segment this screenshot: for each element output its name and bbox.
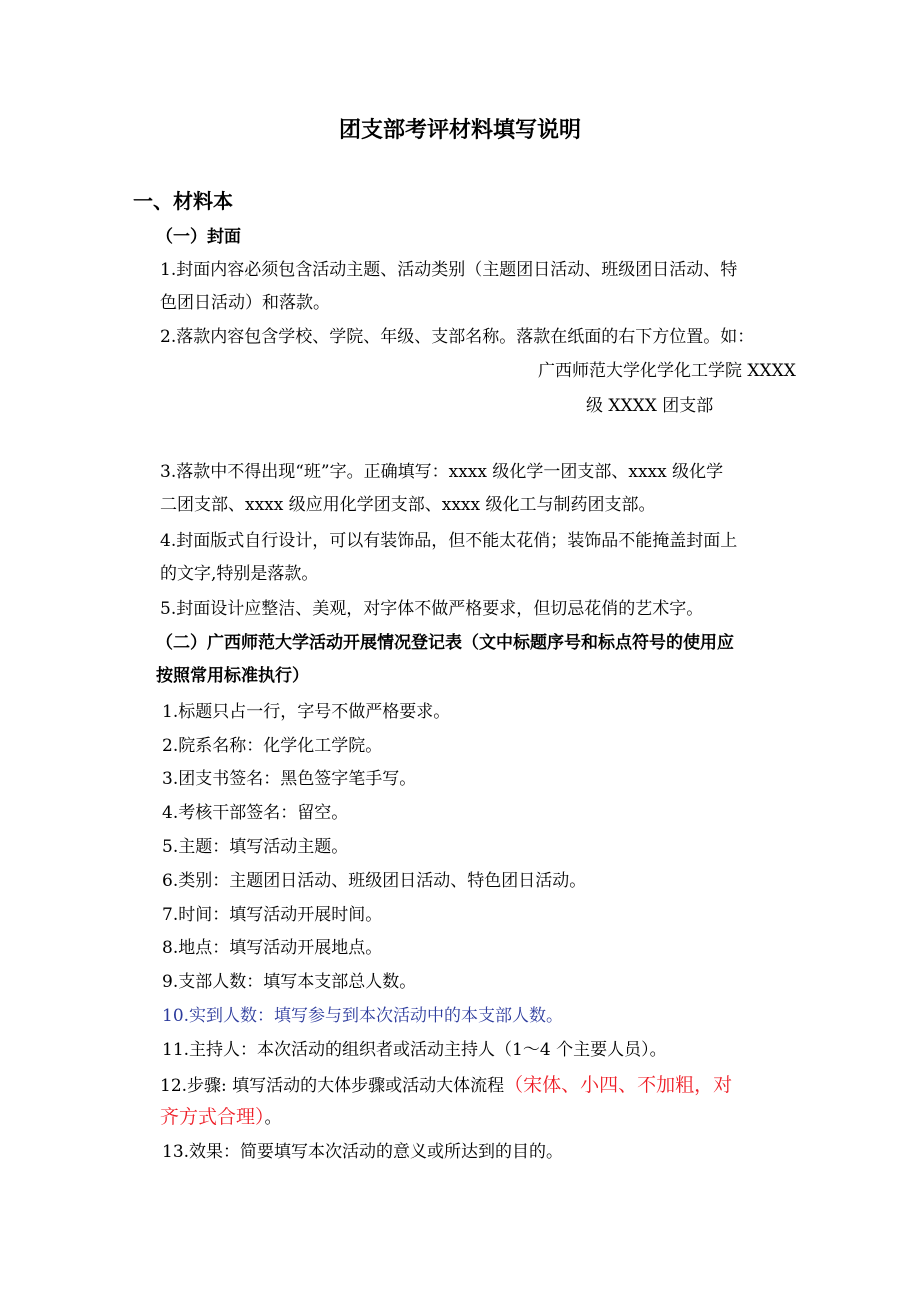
register-item: 5.主题：填写活动主题。 (162, 837, 349, 857)
register-item-10-highlighted: 10.实到人数：填写参与到本次活动中的本支部人数。 (162, 1006, 564, 1026)
register-item: 8.地点：填写活动开展地点。 (162, 938, 383, 958)
signature-example-line-2: 级 XXXX 团支部 (586, 396, 714, 416)
cover-item-1-line-2: 色团日活动）和落款。 (160, 293, 330, 313)
cover-item-3-line-2: 二团支部、xxxx 级应用化学团支部、xxxx 级化工与制药团支部。 (160, 495, 656, 515)
register-item-11: 11.主持人：本次活动的组织者或活动主持人（1～4 个主要人员）。 (162, 1040, 667, 1060)
format-note-red-continued: 齐方式合理） (160, 1106, 265, 1128)
signature-example-line-1: 广西师范大学化学化工学院 XXXX (538, 361, 796, 381)
cover-item-3-line-1: 3.落款中不得出现“班”字。正确填写：xxxx 级化学一团支部、xxxx 级化学 (160, 462, 724, 482)
cover-item-1-line-1: 1.封面内容必须包含活动主题、活动类别（主题团日活动、班级团日活动、特 (160, 260, 738, 280)
format-note-red: （宋体、小四、不加粗，对 (504, 1074, 733, 1096)
register-item-12-line-1 (160, 1072, 732, 1099)
register-item: 4.考核干部签名：留空。 (162, 803, 349, 823)
cover-item-2: 2.落款内容包含学校、学院、年级、支部名称。落款在纸面的右下方位置。如： (160, 327, 755, 347)
register-item-13: 13.效果：简要填写本次活动的意义或所达到的目的。 (162, 1142, 564, 1162)
register-item: 6.类别：主题团日活动、班级团日活动、特色团日活动。 (162, 871, 587, 891)
subsection-heading-register-line-1: （二）广西师范大学活动开展情况登记表（文中标题序号和标点符号的使用应 (156, 633, 734, 653)
document-title: 团支部考评材料填写说明 (338, 118, 581, 143)
register-item-12-period: 。 (264, 1108, 282, 1128)
register-item: 3.团支书签名：黑色签字笔手写。 (162, 769, 417, 789)
cover-item-4-line-2: 的文字,特别是落款。 (160, 564, 319, 584)
register-item: 2.院系名称：化学化工学院。 (162, 736, 383, 756)
subsection-heading-register-line-2: 按照常用标准执行） (156, 666, 309, 686)
register-item: 1.标题只占一行，字号不做严格要求。 (162, 702, 451, 722)
cover-item-4-line-1: 4.封面版式自行设计，可以有装饰品，但不能太花俏；装饰品不能掩盖封面上 (160, 531, 738, 551)
subsection-heading-cover: （一）封面 (156, 227, 241, 247)
section-heading-materials: 一、材料本 (133, 189, 233, 213)
register-item: 7.时间：填写活动开展时间。 (162, 905, 383, 925)
register-item: 9.支部人数：填写本支部总人数。 (162, 972, 417, 992)
cover-item-5: 5.封面设计应整洁、美观，对字体不做严格要求，但切忌花俏的艺术字。 (160, 599, 704, 619)
register-item-12-text: 12.步骤: 填写活动的大体步骤或活动大体流程 (160, 1076, 505, 1096)
register-item-12-line-2 (160, 1104, 282, 1131)
